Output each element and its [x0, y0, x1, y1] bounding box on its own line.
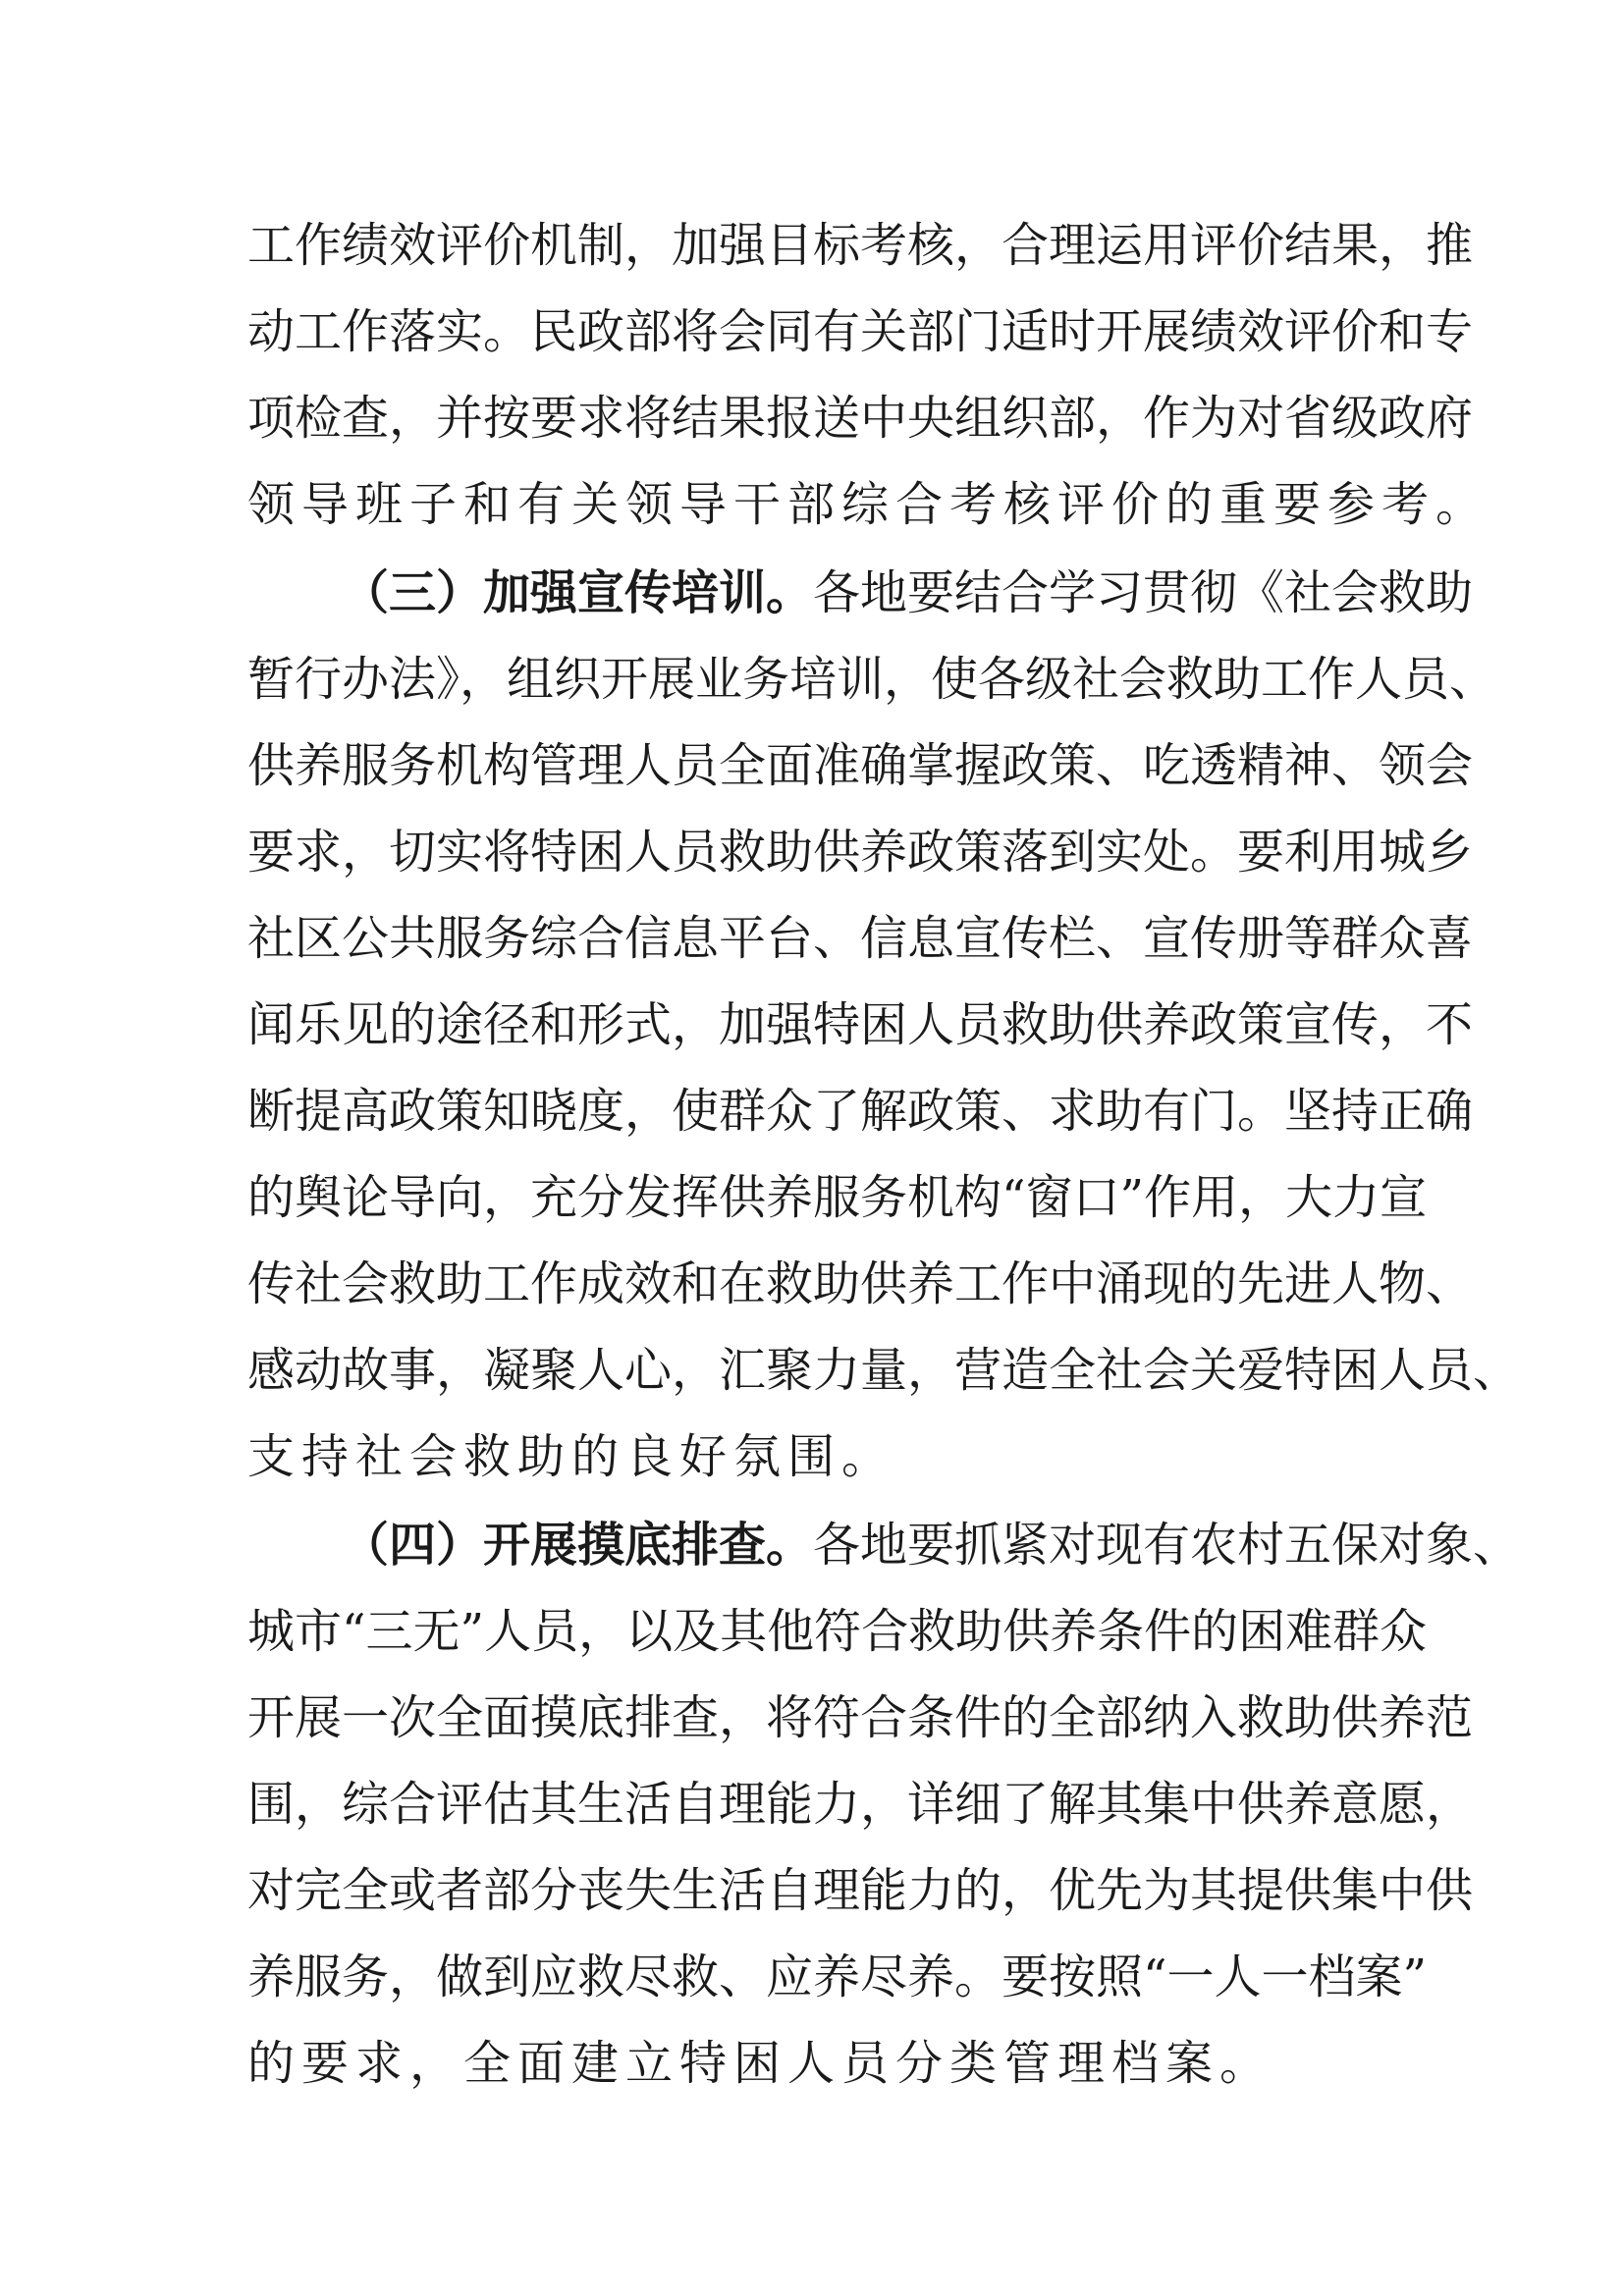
p3-line-5: 对完全或者部分丧失生活自理能力的，优先为其提供集中供 — [247, 1863, 1474, 1918]
p3-line-6: 养服务，做到应救尽救、应养尽养。要按照“一人一档案” — [247, 1949, 1428, 2004]
p2-line-7: 断提高政策知晓度，使群众了解政策、求助有门。坚持正确 — [247, 1084, 1474, 1139]
p3-line-7: 的要求，全面建立特困人员分类管理档案。 — [247, 2036, 1274, 2091]
p2-line-11: 支持社会救助的良好氛围。 — [247, 1429, 896, 1484]
p3-line-1 — [342, 1508, 1521, 1582]
p3-line-3: 开展一次全面摸底排查，将符合条件的全部纳入救助供养范 — [247, 1690, 1474, 1745]
p2-heading: （三）加强宣传培训。 — [342, 565, 814, 620]
p1-line-4: 领导班子和有关领导干部综合考核评价的重要参考。 — [247, 477, 1490, 532]
p1-line-2: 动工作落实。民政部将会同有关部门适时开展绩效评价和专 — [247, 304, 1474, 359]
p2-line-3: 供养服务机构管理人员全面准确掌握政策、吃透精神、领会 — [247, 738, 1474, 793]
p2-line-5: 社区公共服务综合信息平台、信息宣传栏、宣传册等群众喜 — [247, 911, 1474, 966]
p2-line-6: 闻乐见的途径和形式，加强特困人员救助供养政策宣传，不 — [247, 997, 1474, 1052]
p2-line-9: 传社会救助工作成效和在救助供养工作中涌现的先进人物、 — [247, 1256, 1474, 1311]
p1-line-1: 工作绩效评价机制，加强目标考核，合理运用评价结果，推 — [247, 218, 1474, 273]
p3-heading: （四）开展摸底排查。 — [342, 1518, 814, 1573]
p2-line-8: 的舆论导向，充分发挥供养服务机构“窗口”作用，大力宣 — [247, 1170, 1428, 1225]
p3-line-1-text: 各地要抓紧对现有农村五保对象、 — [813, 1518, 1521, 1573]
p2-line-1-text: 各地要结合学习贯彻《社会救助 — [813, 565, 1474, 620]
p2-line-4: 要求，切实将特困人员救助供养政策落到实处。要利用城乡 — [247, 825, 1474, 880]
p3-line-4: 围，综合评估其生活自理能力，详细了解其集中供养意愿， — [247, 1777, 1474, 1832]
p1-line-3: 项检查，并按要求将结果报送中央组织部，作为对省级政府 — [247, 391, 1474, 446]
p2-line-1 — [342, 556, 1474, 630]
p3-line-2: 城市“三无”人员，以及其他符合救助供养条件的困难群众 — [247, 1604, 1428, 1659]
p2-line-10: 感动故事，凝聚人心，汇聚力量，营造全社会关爱特困人员、 — [247, 1343, 1521, 1398]
p2-line-2: 暂行办法》，组织开展业务培训，使各级社会救助工作人员、 — [247, 652, 1497, 707]
